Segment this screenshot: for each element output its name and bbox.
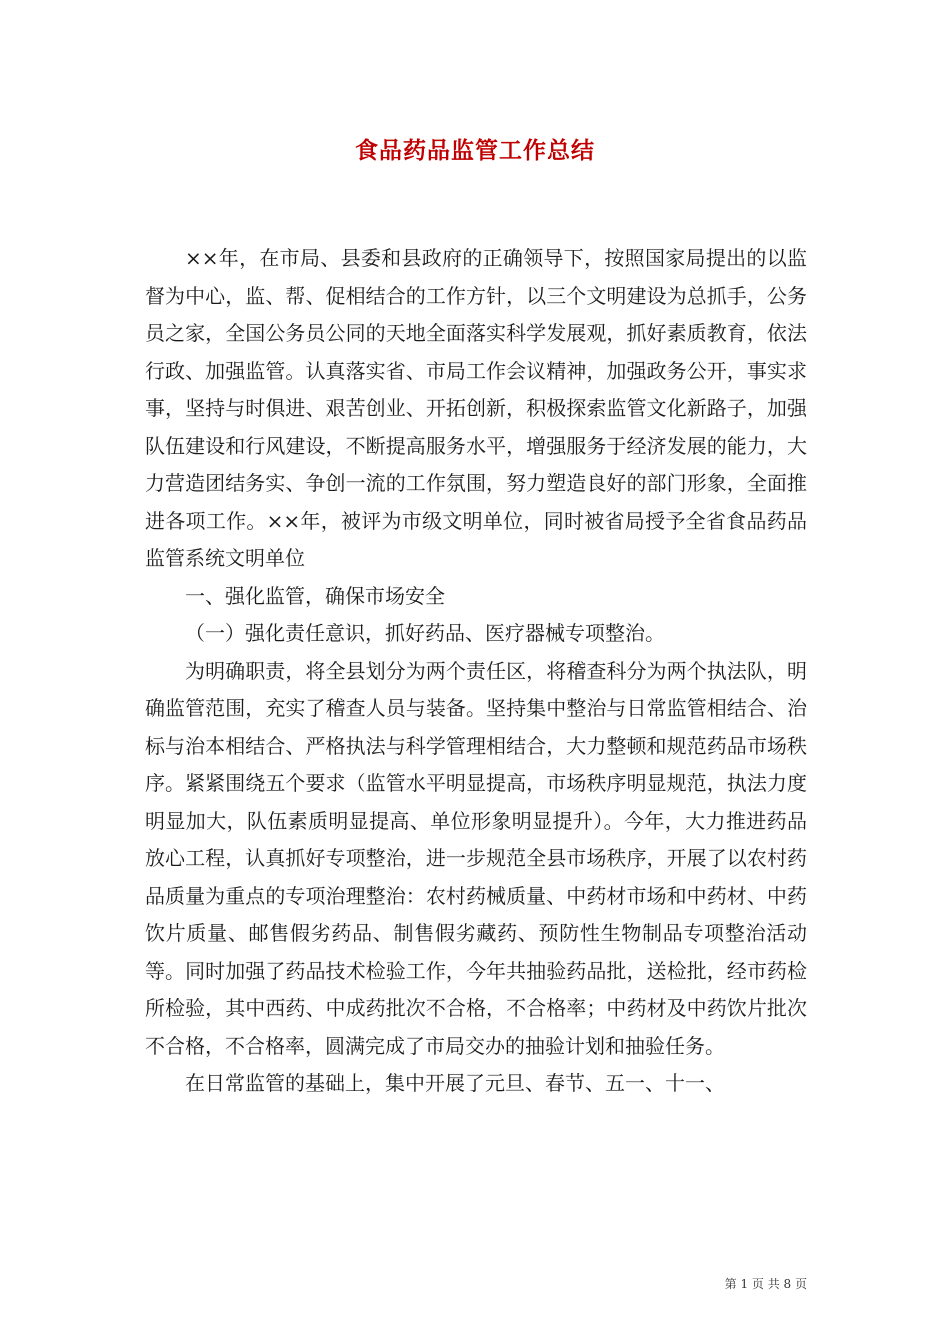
document-title: 食品药品监管工作总结 <box>355 137 595 164</box>
subsection-heading: （一）强化责任意识，抓好药品、医疗器械专项整治。 <box>185 621 665 645</box>
paragraph-intro: ××年，在市局、县委和县政府的正确领导下，按照国家局提出的以监督为中心，监、帮、促相结合的工作方针，以三个文明建设为总抓手，公务员之家，全国公务员公同的天地全面落实科学发展观，抓好素质教育，依法行政、加强监管。认真落实省、市局工作会议精神，加强政务公开，事实求事，坚持与时俱进、艰苦创业、开拓创新，积极探索监管文化新路子，加强队伍建设和行风建设，不断提高服务水平，增强服务于经济发展的能力，大力营造团结务实、争创一流的工作氛围，努力塑造良好的部门形象，全面推进各项工作。××年，被评为市级文明单位，同时被省局授予全省食品药品监管系统文明单位 <box>145 246 807 570</box>
document-body <box>145 240 807 1103</box>
page-number-footer: 第 1 页 共 8 页 <box>724 1277 807 1291</box>
section-heading: 一、强化监管，确保市场安全 <box>185 583 445 608</box>
paragraph-body: 为明确职责，将全县划分为两个责任区，将稽查科分为两个执法队，明确监管范围，充实了稽查人员与装备。坚持集中整治与日常监管相结合、治标与治本相结合、严格执法与科学管理相结合，大力整顿和规范药品市场秩序。紧紧围绕五个要求（监管水平明显提高，市场秩序明显规范，执法力度明显加大，队伍素质明显提高、单位形象明显提升）。今年，大力推进药品放心工程，认真抓好专项整治，进一步规范全县市场秩序，开展了以农村药品质量为重点的专项治理整治：农村药械质量、中药材市场和中药材、中药饮片质量、邮售假劣药品、制售假劣藏药、预防性生物制品专项整治活动等。同时加强了药品技术检验工作，今年共抽验药品批，送检批，经市药检所检验，其中西药、中成药批次不合格，不合格率；中药材及中药饮片批次不合格，不合格率，圆满完成了市局交办的抽验计划和抽验任务。 <box>145 658 807 1058</box>
paragraph-continued: 在日常监管的基础上，集中开展了元旦、春节、五一、十一、 <box>185 1071 725 1095</box>
